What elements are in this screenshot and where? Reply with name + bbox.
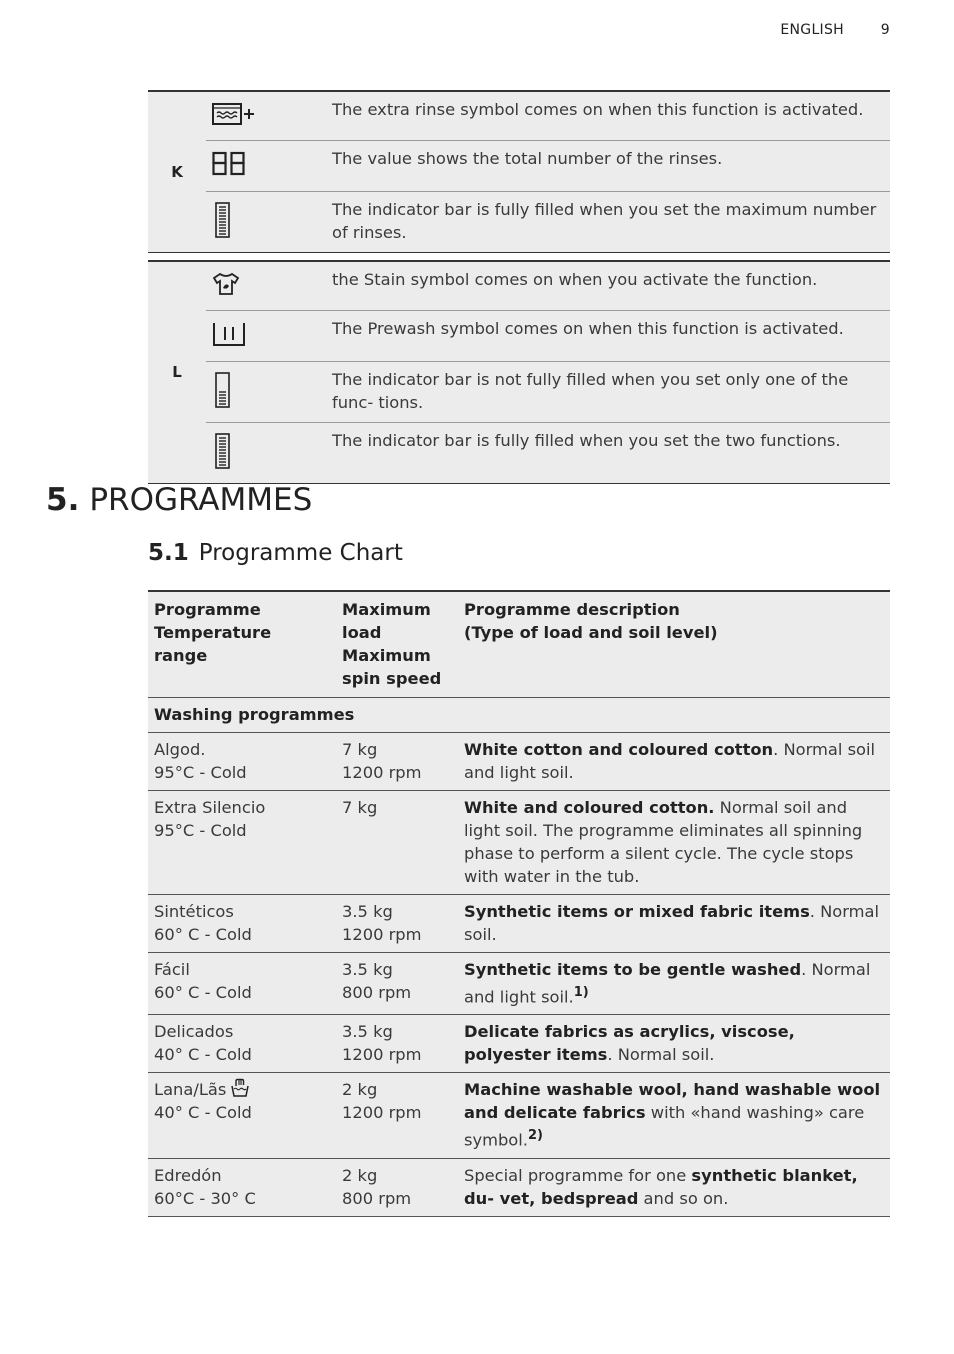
- row-label: L: [172, 363, 182, 381]
- desc-rest: Normal soil and light soil. The programme eliminates all spinning phase to perform a silent cycle. The cycle stops with water in the tub.: [464, 798, 863, 886]
- desc-pre: Special programme for one: [464, 1165, 692, 1185]
- desc-rest: . Normal and light soil.: [464, 960, 871, 1007]
- hand-wash-icon: [230, 1078, 250, 1098]
- indicator-bar-partial-icon: [212, 372, 234, 408]
- table-row: [148, 192, 890, 253]
- table-row: [148, 895, 890, 953]
- desc-rest: . Normal soil.: [464, 902, 880, 944]
- programme-load: 7 kg: [342, 798, 378, 817]
- symbol-table-k: [148, 90, 890, 253]
- desc-rest: . Normal soil.: [607, 1045, 715, 1065]
- footnote-ref: 2): [527, 1128, 543, 1144]
- stain-shirt-icon: [212, 272, 240, 296]
- table-row: [148, 423, 890, 484]
- table-row: [148, 1158, 890, 1216]
- programme-temp: 95°C - Cold: [154, 821, 247, 840]
- programme-spin: 1200 rpm: [342, 763, 422, 782]
- row-text: The value shows the total number of the rinses.: [332, 141, 890, 192]
- programme-spin: 800 rpm: [342, 1188, 412, 1208]
- indicator-bar-full-icon: [212, 433, 234, 469]
- page-header: [780, 22, 890, 38]
- programme-name: Extra Silencio: [154, 798, 266, 817]
- programme-temp: 60° C - Cold: [154, 983, 252, 1002]
- table-row: [148, 362, 890, 423]
- table-row: [148, 791, 890, 895]
- desc-bold: Delicate fabrics as acrylics, viscose, polyester items: [464, 1022, 795, 1065]
- desc-bold: White cotton and coloured cotton: [464, 740, 774, 759]
- row-text: The indicator bar is fully filled when you set the two functions.: [332, 423, 890, 484]
- desc-rest: . Normal soil and light soil.: [464, 740, 876, 782]
- row-text: The indicator bar is not fully filled when you set only one of the func- tions.: [332, 362, 890, 423]
- table-row: [148, 311, 890, 362]
- desc-rest: with «hand washing» care symbol.: [464, 1103, 865, 1150]
- header-description: Programme description (Type of load and soil level): [458, 591, 890, 698]
- table-row: [148, 1015, 890, 1073]
- table-header-row: [148, 591, 890, 698]
- subsection-number: 5.1: [148, 540, 189, 566]
- programme-load: 2 kg: [342, 1165, 378, 1185]
- desc-bold: White and coloured cotton.: [464, 798, 715, 817]
- digits-88-icon: [212, 151, 246, 177]
- desc-bold: Machine washable wool, hand washable wool and delicate fabrics: [464, 1080, 881, 1123]
- section-number: 5.: [46, 482, 80, 518]
- extra-rinse-icon: [212, 102, 258, 126]
- programme-spin: 1200 rpm: [342, 1045, 422, 1065]
- programme-name: Lana/Lãs: [154, 1080, 227, 1100]
- programme-name: Algod.: [154, 740, 206, 759]
- indicator-bar-full-icon: [212, 202, 234, 238]
- subsection-title: [148, 540, 403, 566]
- programme-load: 3.5 kg: [342, 960, 393, 979]
- table-row: [148, 953, 890, 1015]
- programme-spin: 800 rpm: [342, 983, 412, 1002]
- programme-temp: 40° C - Cold: [154, 1103, 252, 1123]
- programme-chart-table: [148, 590, 890, 1217]
- desc-bold: Synthetic items or mixed fabric items: [464, 902, 810, 921]
- section-row: Washing programmes: [148, 698, 890, 733]
- programme-temp: 60°C - 30° C: [154, 1188, 256, 1208]
- programme-temp: 95°C - Cold: [154, 763, 247, 782]
- section-name: PROGRAMMES: [89, 482, 313, 518]
- row-text: The Prewash symbol comes on when this function is activated.: [332, 311, 890, 362]
- programme-load: 3.5 kg: [342, 1022, 393, 1042]
- desc-bold: Synthetic items to be gentle washed: [464, 960, 802, 979]
- desc-post: and so on.: [638, 1188, 729, 1208]
- programme-name: Edredón: [154, 1165, 222, 1185]
- table-row: [148, 733, 890, 791]
- page-number: 9: [880, 22, 890, 38]
- section-title: [46, 482, 312, 518]
- table-row: [148, 91, 890, 141]
- programme-temp: 40° C - Cold: [154, 1045, 252, 1065]
- footnote-ref: 1): [573, 985, 589, 1000]
- symbol-table-l: [148, 260, 890, 484]
- language-label: ENGLISH: [780, 22, 845, 38]
- programme-name: Fácil: [154, 960, 190, 979]
- header-programme: Programme Temperature range: [148, 591, 336, 698]
- table-row: [148, 1073, 890, 1158]
- table-row: [148, 261, 890, 311]
- row-text: The indicator bar is fully filled when you set the maximum number of rinses.: [332, 192, 890, 253]
- programme-name: Delicados: [154, 1022, 234, 1042]
- subsection-name: Programme Chart: [198, 540, 403, 566]
- header-load: Maximum load Maximum spin speed: [336, 591, 458, 698]
- row-text: The extra rinse symbol comes on when this function is activated.: [332, 100, 864, 119]
- prewash-icon: [212, 321, 246, 347]
- programme-load: 2 kg: [342, 1080, 378, 1100]
- programme-spin: 1200 rpm: [342, 1103, 422, 1123]
- programme-spin: 1200 rpm: [342, 925, 422, 944]
- programme-temp: 60° C - Cold: [154, 925, 252, 944]
- row-text: the Stain symbol comes on when you activate the function.: [332, 270, 818, 289]
- table-row: [148, 141, 890, 192]
- programme-name: Sintéticos: [154, 902, 234, 921]
- programme-load: 3.5 kg: [342, 902, 393, 921]
- desc-bold: synthetic blanket, du- vet, bedspread: [464, 1165, 858, 1208]
- row-label: K: [171, 162, 183, 181]
- programme-load: 7 kg: [342, 740, 378, 759]
